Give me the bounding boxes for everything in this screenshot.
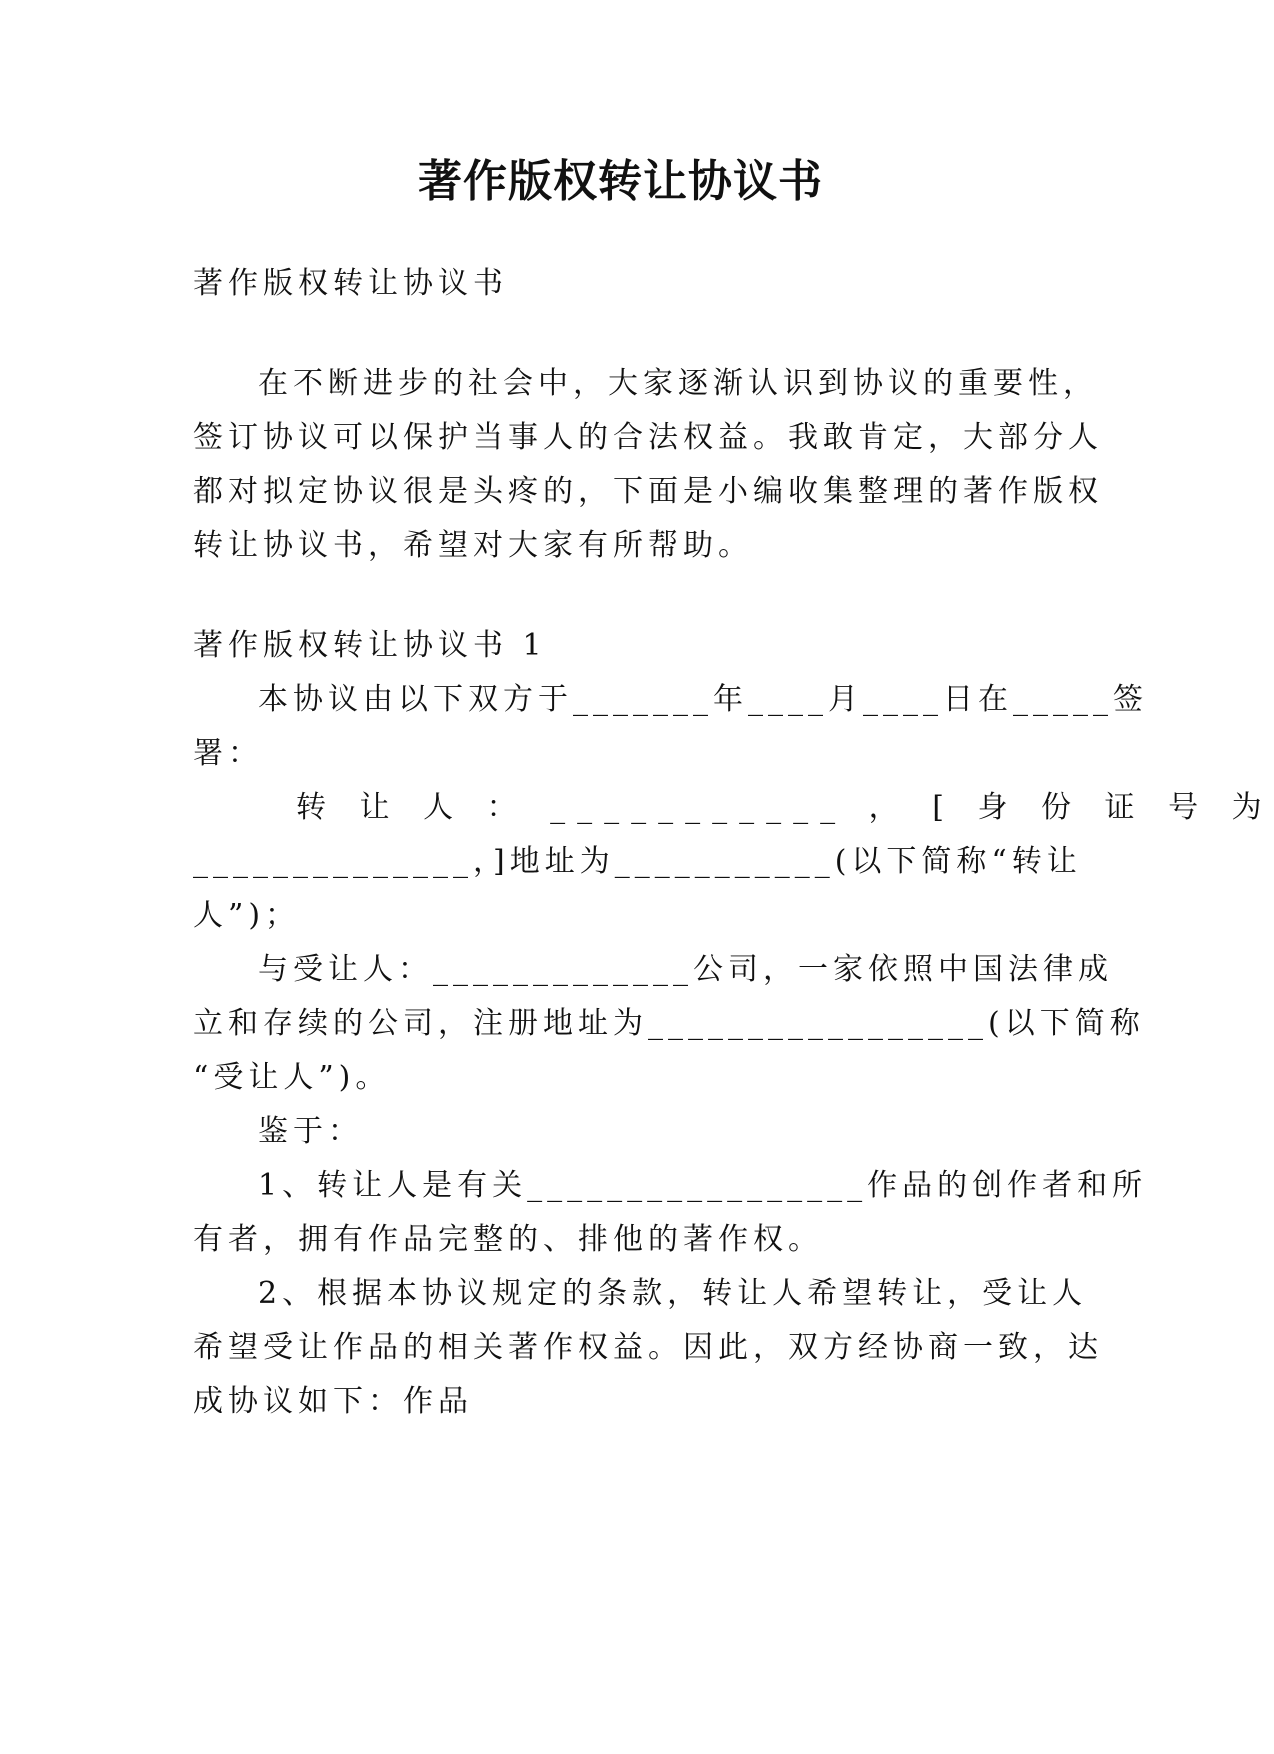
body-line-1: 本协议由以下双方于_______年____月____日在_____签	[258, 682, 1148, 717]
body-line-12: 2、根据本协议规定的条款，转让人希望转让，受让人	[258, 1276, 1088, 1311]
section-heading: 著作版权转让协议书 1	[193, 628, 547, 663]
body-line-2: 署：	[193, 736, 263, 771]
intro-line-3: 都对拟定协议很是头疼的，下面是小编收集整理的著作版权	[193, 474, 1103, 509]
body-line-5: 人”)；	[193, 898, 301, 933]
body-line-10: 1、转让人是有关_________________作品的创作者和所	[258, 1168, 1148, 1203]
body-line-6: 与受让人：_____________公司，一家依照中国法律成	[258, 952, 1113, 987]
body-line-8: “受让人”)。	[193, 1060, 391, 1095]
document-subtitle: 著作版权转让协议书	[193, 266, 508, 301]
body-line-14: 成协议如下：作品	[193, 1384, 473, 1419]
body-line-13: 希望受让作品的相关著作权益。因此，双方经协商一致，达	[193, 1330, 1103, 1365]
intro-line-2: 签订协议可以保护当事人的合法权益。我敢肯定，大部分人	[193, 420, 1103, 455]
document-title: 著作版权转让协议书	[418, 156, 823, 207]
body-line-7: 立和存续的公司，注册地址为_________________(以下简称	[193, 1006, 1145, 1041]
body-line-9: 鉴于：	[258, 1114, 363, 1149]
intro-line-1: 在不断进步的社会中，大家逐渐认识到协议的重要性，	[258, 366, 1098, 401]
body-line-4: ______________，]地址为___________(以下简称“转让	[193, 844, 1082, 879]
body-line-3: 转 让 人 ： ___________ ， [ 身 份 证 号 为	[296, 790, 1274, 825]
body-line-11: 有者，拥有作品完整的、排他的著作权。	[193, 1222, 823, 1257]
intro-line-4: 转让协议书，希望对大家有所帮助。	[193, 528, 753, 563]
